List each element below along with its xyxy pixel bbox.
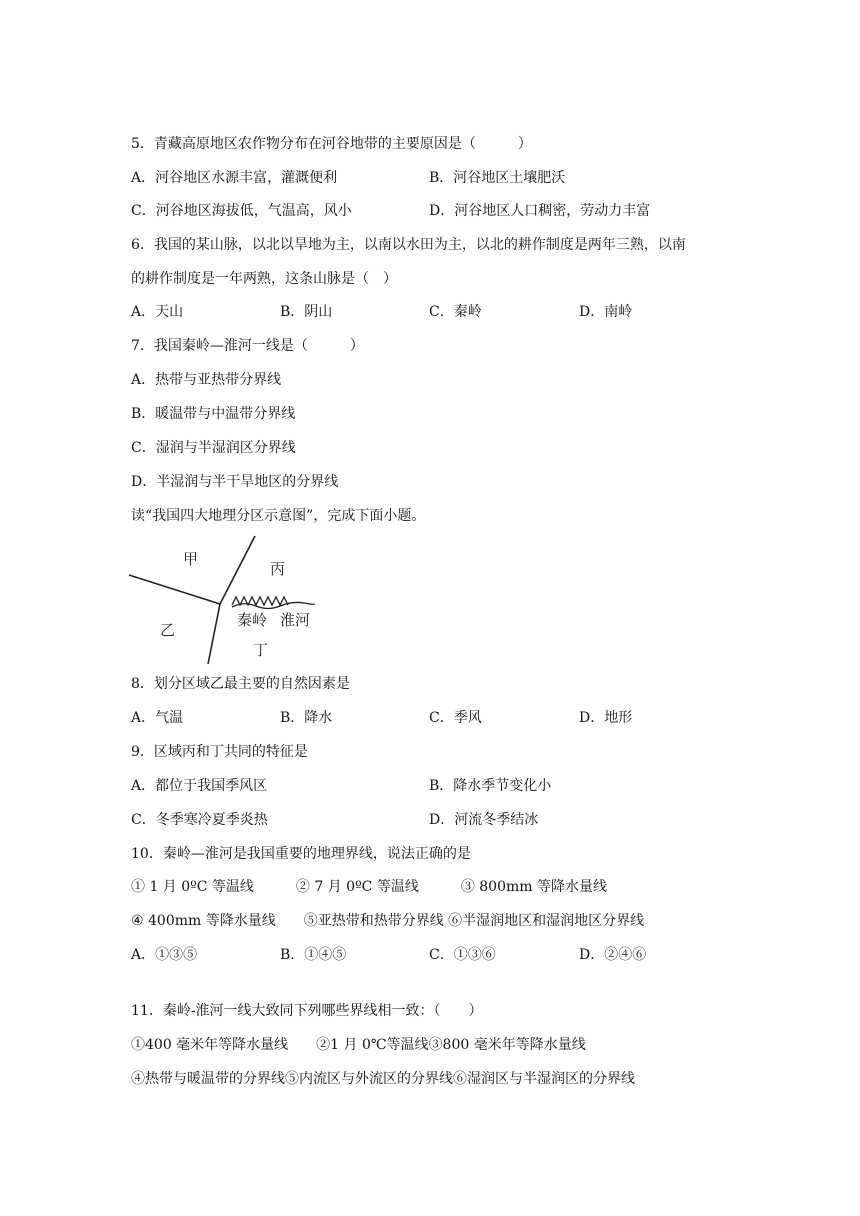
q10-option-c: C．①③⑥ xyxy=(429,947,496,963)
q10-option-b: B．①④⑤ xyxy=(280,947,347,963)
q6-option-a: A．天山 xyxy=(131,304,184,320)
q5-option-c: C．河谷地区海拔低，气温高，风小 xyxy=(131,203,352,219)
q10-option-d: D．②④⑥ xyxy=(579,947,647,963)
boundary-north-east xyxy=(220,536,255,604)
q5-stem: 5．青藏高原地区农作物分布在河谷地带的主要原因是（ ） xyxy=(131,136,532,152)
q11-statements-line1: ①400 毫米年等降水量线 ②1 月 0℃等温线③800 毫米年等降水量线 xyxy=(131,1037,586,1053)
q7-option-d: D．半湿润与半干旱地区的分界线 xyxy=(131,474,339,490)
label-huaihe: 淮河 xyxy=(280,611,311,629)
q5-option-d: D．河谷地区人口稠密，劳动力丰富 xyxy=(429,203,651,219)
label-jia: 甲 xyxy=(183,550,199,568)
q8-option-a: A．气温 xyxy=(131,710,184,726)
q7-option-b: B．暖温带与中温带分界线 xyxy=(131,406,296,422)
q6-option-c: C．秦岭 xyxy=(429,304,482,320)
q5-option-b: B．河谷地区土壤肥沃 xyxy=(429,170,566,186)
q10-statements-line2: ④ 400mm 等降水量线 ⑤亚热带和热带分界线 ⑥半湿润地区和湿润地区分界线 xyxy=(131,913,645,929)
q10-statements-line1: ① 1 月 0ºC 等温线 ② 7 月 0ºC 等温线 ③ 800mm 等降水量线 xyxy=(131,879,607,895)
q8-option-c: C．季风 xyxy=(429,710,482,726)
q9-option-a: A．都位于我国季风区 xyxy=(131,778,268,794)
boundary-north-west xyxy=(129,575,220,604)
q9-option-d: D．河流冬季结冰 xyxy=(429,812,539,828)
q6-stem-line2: 的耕作制度是一年两熟，这条山脉是（ ） xyxy=(131,271,397,287)
q9-stem: 9．区域丙和丁共同的特征是 xyxy=(131,744,308,760)
q10-stem: 10．秦岭—淮河是我国重要的地理界线，说法正确的是 xyxy=(131,846,471,862)
q8-option-d: D．地形 xyxy=(579,710,633,726)
q9-option-c: C．冬季寒冷夏季炎热 xyxy=(131,812,268,828)
label-qinling: 秦岭 xyxy=(237,611,268,629)
q7-option-c: C．湿润与半湿润区分界线 xyxy=(131,440,296,456)
label-ding: 丁 xyxy=(253,641,269,659)
q11-stem: 11．秦岭-淮河一线大致同下列哪些界线相一致：（ ） xyxy=(131,1003,483,1019)
label-yi: 乙 xyxy=(160,621,176,639)
q6-stem-line1: 6．我国的某山脉，以北以旱地为主，以南以水田为主，以北的耕作制度是两年三熟，以南 xyxy=(131,237,686,253)
q9-option-b: B．降水季节变化小 xyxy=(429,778,552,794)
q6-option-b: B．阴山 xyxy=(280,304,333,320)
q7-stem: 7．我国秦岭—淮河一线是（ ） xyxy=(131,338,364,354)
four-regions-map xyxy=(128,534,320,666)
q11-statements-line2: ④热带与暖温带的分界线⑤内流区与外流区的分界线⑥湿润区与半湿润区的分界线 xyxy=(131,1071,635,1087)
q6-option-d: D．南岭 xyxy=(579,304,633,320)
q5-option-a: A．河谷地区水源丰富，灌溉便利 xyxy=(131,170,338,186)
q10-option-a: A．①③⑤ xyxy=(131,947,198,963)
label-bing: 丙 xyxy=(270,560,286,578)
q8-stem: 8．划分区域乙最主要的自然因素是 xyxy=(131,676,350,692)
map-intro: 读“我国四大地理分区示意图”，完成下面小题。 xyxy=(131,508,426,524)
q8-option-b: B．降水 xyxy=(280,710,333,726)
q7-option-a: A．热带与亚热带分界线 xyxy=(131,372,282,388)
boundary-south-west xyxy=(208,604,220,664)
